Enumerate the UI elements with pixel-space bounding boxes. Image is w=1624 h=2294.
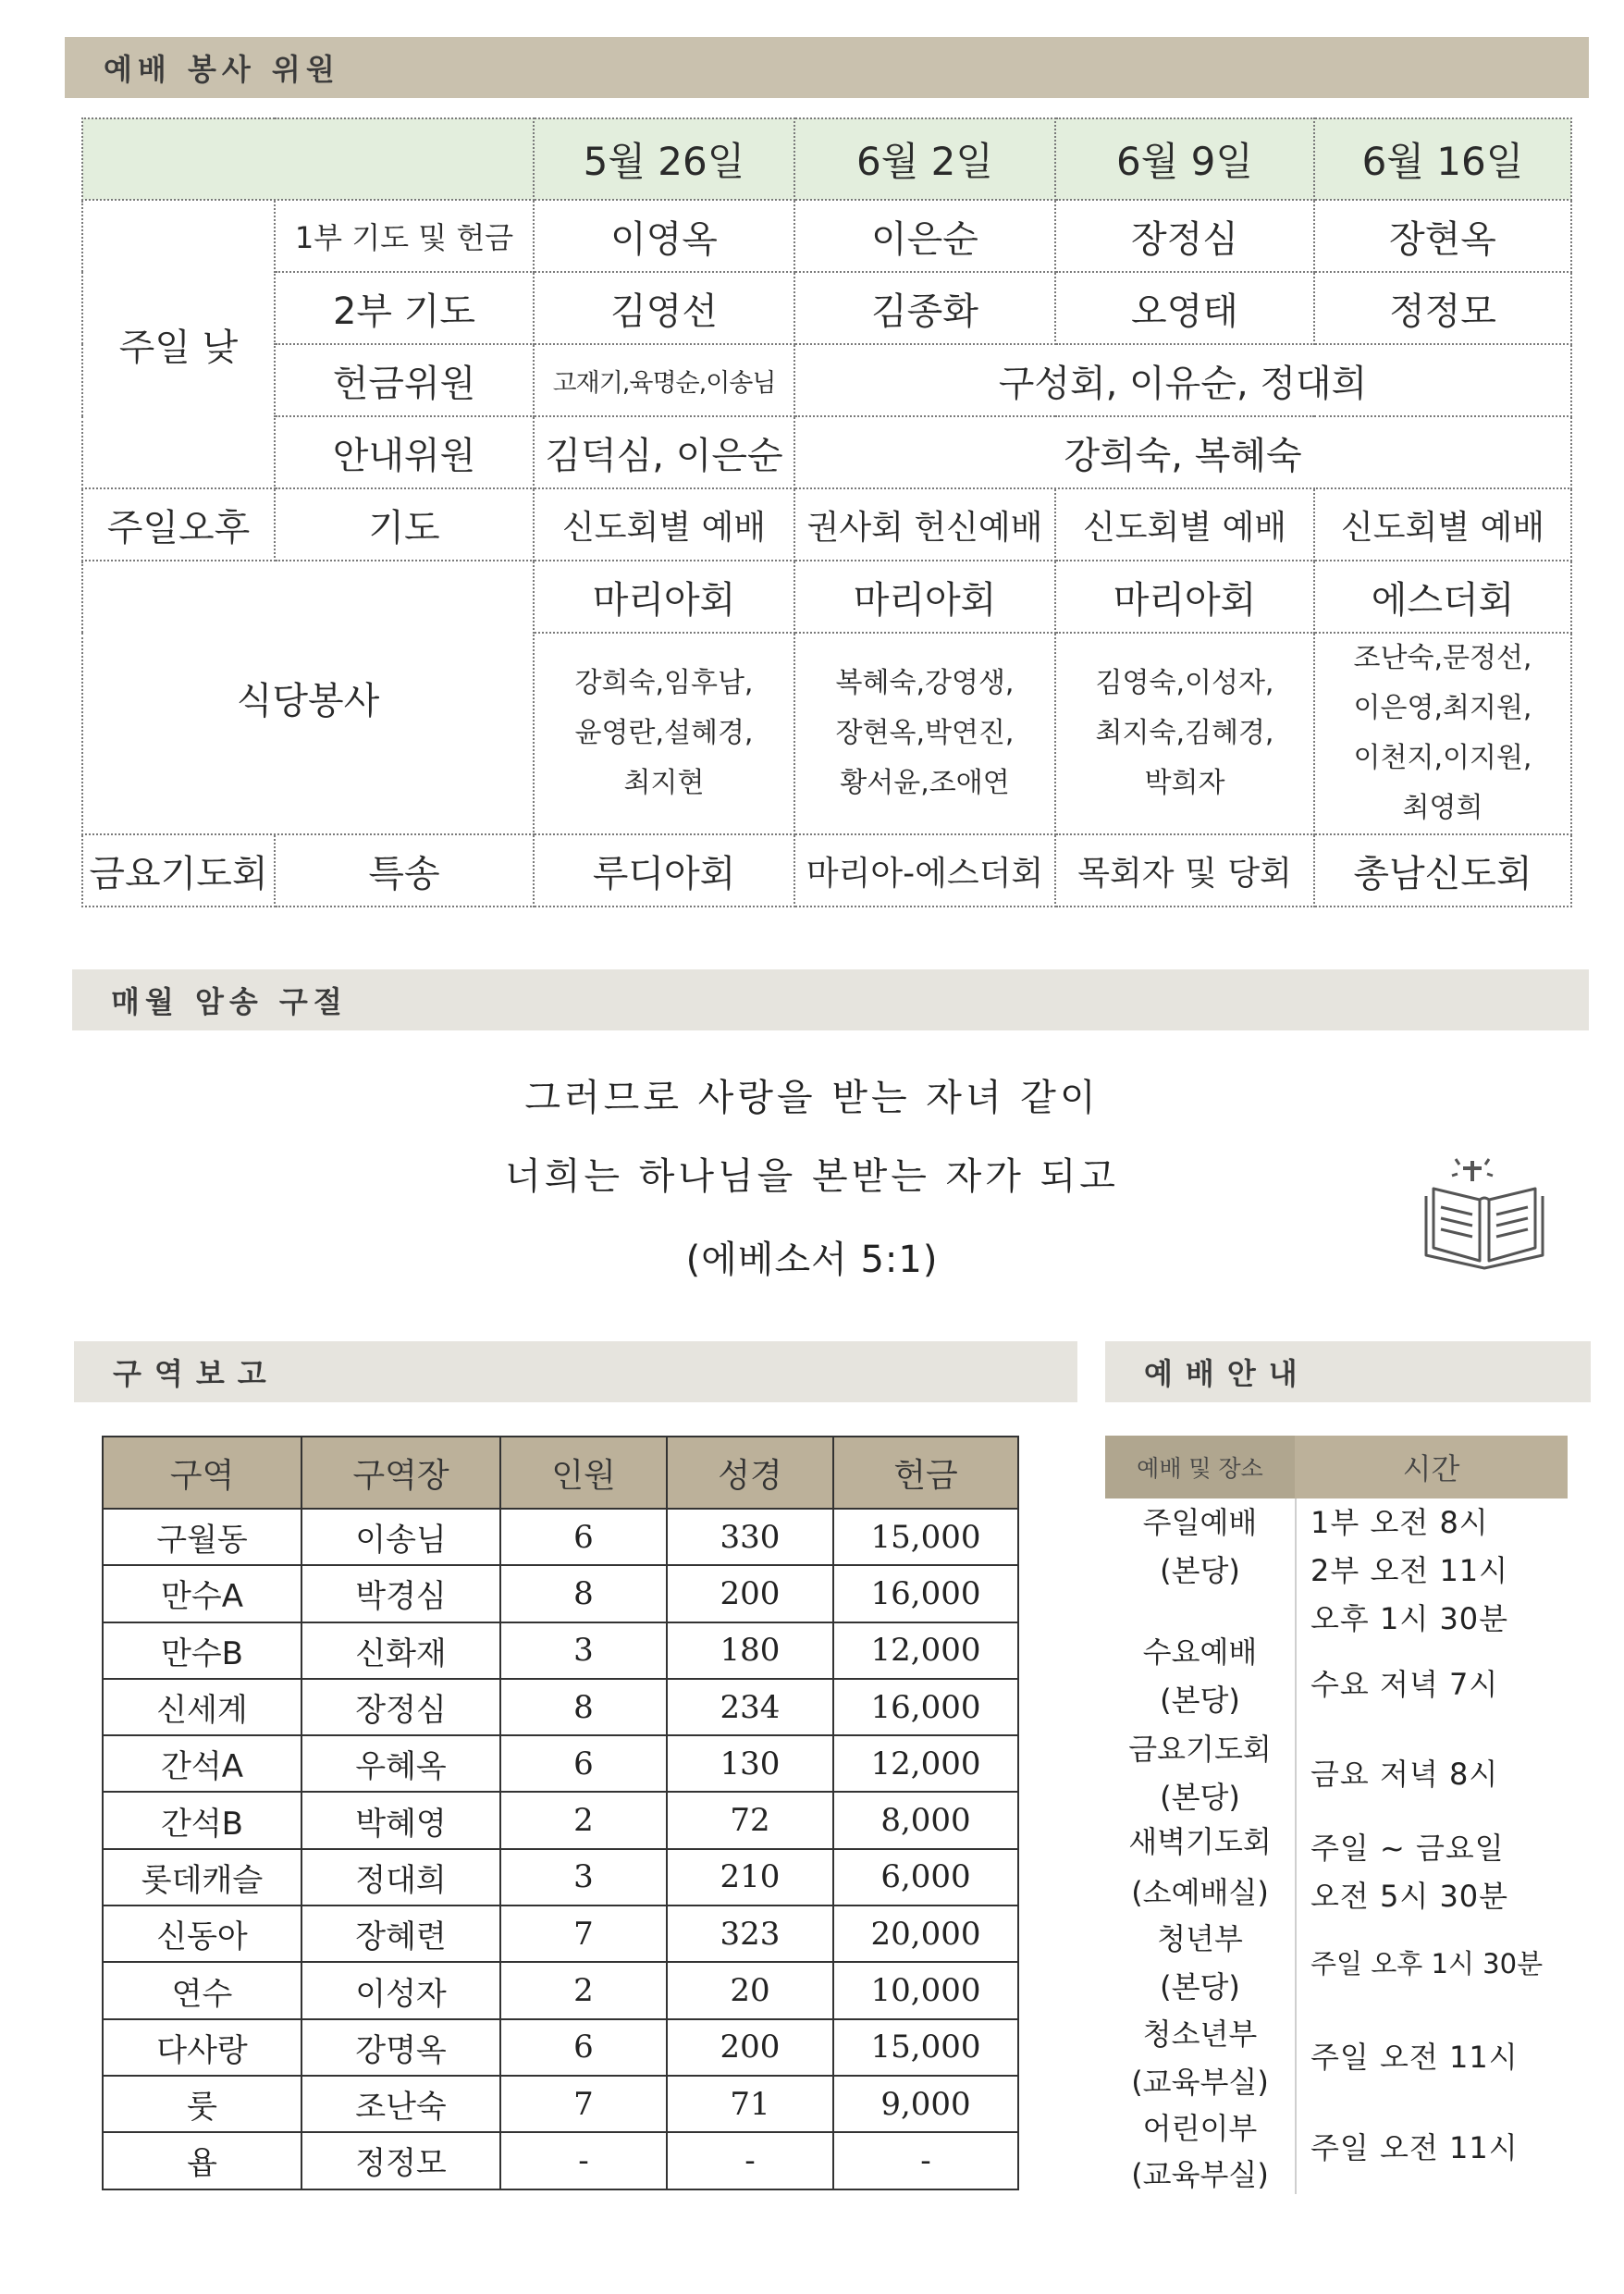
table-cell: 6 <box>500 2019 667 2076</box>
group-cell: 마리아회 <box>794 561 1055 633</box>
cell-merged: 구성회, 이유순, 정대희 <box>794 344 1571 416</box>
column-header: 인원 <box>500 1437 667 1509</box>
table-cell: 신세계 <box>103 1679 301 1735</box>
time-label: 1부 오전 8시 <box>1310 1505 1489 1540</box>
names-cell <box>1314 633 1571 834</box>
place-label: 주일예배 <box>1142 1505 1258 1540</box>
header-blank <box>82 118 534 200</box>
row-label: 헌금위원 <box>275 344 534 416</box>
sunday-afternoon-label: 주일오후 <box>82 488 275 561</box>
table-cell: 간석A <box>103 1735 301 1792</box>
table-row <box>82 200 1571 272</box>
table-cell: - <box>500 2132 667 2189</box>
name-line: 황서윤,조애연 <box>840 767 1010 799</box>
cell: 정정모 <box>1314 272 1571 344</box>
cell: 신도회별 예배 <box>1314 488 1571 561</box>
table-row <box>103 1735 1018 1792</box>
sunday-day-label: 주일 낮 <box>82 200 275 488</box>
place-label: 청년부 <box>1157 1921 1243 1956</box>
table-cell: 롯데캐슬 <box>103 1849 301 1906</box>
cell: 오영태 <box>1055 272 1314 344</box>
table-cell: 12,000 <box>833 1735 1018 1792</box>
name-line: 윤영란,설혜경, <box>574 717 754 749</box>
table-cell: 간석B <box>103 1792 301 1848</box>
table-cell: 9,000 <box>833 2076 1018 2132</box>
table-cell: 7 <box>500 2076 667 2132</box>
name-line: 이천지,이지원, <box>1353 742 1532 774</box>
row-label: 기도 <box>275 488 534 561</box>
table-row <box>82 561 1571 633</box>
table-row <box>103 1565 1018 1622</box>
table-row <box>103 2019 1018 2076</box>
name-line: 박희자 <box>1144 767 1225 799</box>
table-cell: 16,000 <box>833 1679 1018 1735</box>
name-line: 최영희 <box>1402 792 1483 824</box>
table-cell: 20 <box>667 1962 833 2018</box>
group-cell: 에스더회 <box>1314 561 1571 633</box>
place-label: (교육부실) <box>1131 2065 1269 2100</box>
group-cell: 마리아회 <box>534 561 794 633</box>
table-cell: 200 <box>667 1565 833 1622</box>
row-label: 1부 기도 및 헌금 <box>275 200 534 272</box>
column-header: 구역장 <box>301 1437 500 1509</box>
table-row <box>82 834 1571 906</box>
time-label: 주일 오후 1시 30분 <box>1310 1948 1544 1980</box>
time-label: 금요 저녁 8시 <box>1310 1757 1499 1792</box>
table-cell: 3 <box>500 1622 667 1679</box>
district-header-row <box>103 1437 1018 1509</box>
table-cell: 71 <box>667 2076 833 2132</box>
row-label: 안내위원 <box>275 416 534 488</box>
kitchen-label: 식당봉사 <box>82 561 534 834</box>
names-cell <box>794 633 1055 834</box>
table-cell: 정정모 <box>301 2132 500 2189</box>
time-label: 2부 오전 11시 <box>1310 1553 1509 1588</box>
cell: 장현옥 <box>1314 200 1571 272</box>
cell: 신도회별 예배 <box>1055 488 1314 561</box>
place-label: 새벽기도회 <box>1128 1824 1272 1859</box>
place-label: (소예배실) <box>1131 1875 1269 1910</box>
cell: 김영선 <box>534 272 794 344</box>
table-cell: 6 <box>500 1735 667 1792</box>
column-divider <box>1295 1498 1297 2194</box>
cell: 김종화 <box>794 272 1055 344</box>
table-row <box>103 1792 1018 1848</box>
table-row <box>82 272 1571 344</box>
table-cell: 우혜옥 <box>301 1735 500 1792</box>
table-cell: 강명옥 <box>301 2019 500 2076</box>
column-header: 헌금 <box>833 1437 1018 1509</box>
cell: 장정심 <box>1055 200 1314 272</box>
table-cell: - <box>667 2132 833 2189</box>
worship-table-body <box>1105 1498 1568 2194</box>
date-cell: 6월 16일 <box>1314 118 1571 200</box>
name-line: 최지숙,김혜경, <box>1095 717 1274 749</box>
table-cell: 만수B <box>103 1622 301 1679</box>
table-row <box>103 1962 1018 2018</box>
name-line: 강희숙,임후남, <box>574 667 754 699</box>
names-cell <box>1055 633 1314 834</box>
column-header: 구역 <box>103 1437 301 1509</box>
table-row <box>103 2076 1018 2132</box>
table-cell: 6 <box>500 1509 667 1565</box>
service-section-title: 예배 봉사 위원 <box>65 37 1589 98</box>
table-cell: 16,000 <box>833 1565 1018 1622</box>
time-label: 주일 오전 11시 <box>1310 2130 1519 2165</box>
column-header: 예배 및 장소 <box>1105 1436 1295 1498</box>
cell: 총남신도회 <box>1314 834 1571 906</box>
table-cell: 신동아 <box>103 1906 301 1962</box>
cell: 권사회 헌신예배 <box>794 488 1055 561</box>
service-header-row <box>82 118 1571 200</box>
table-cell: 200 <box>667 2019 833 2076</box>
worship-header-row <box>1105 1436 1568 1498</box>
table-cell: 욥 <box>103 2132 301 2189</box>
table-cell: 박혜영 <box>301 1792 500 1848</box>
place-label: (본당) <box>1160 1683 1240 1718</box>
column-header: 성경 <box>667 1437 833 1509</box>
table-cell: 연수 <box>103 1962 301 2018</box>
date-cell: 5월 26일 <box>534 118 794 200</box>
table-row <box>103 1849 1018 1906</box>
names-cell <box>534 633 794 834</box>
place-label: (본당) <box>1160 1969 1240 2004</box>
date-cell: 6월 2일 <box>794 118 1055 200</box>
row-label: 2부 기도 <box>275 272 534 344</box>
place-label: 금요기도회 <box>1128 1732 1272 1767</box>
table-cell: 210 <box>667 1849 833 1906</box>
cell: 고재기,육명순,이송님 <box>534 344 794 416</box>
time-label: 오전 5시 30분 <box>1310 1879 1509 1914</box>
table-cell: 330 <box>667 1509 833 1565</box>
name-line: 김영숙,이성자, <box>1095 667 1274 699</box>
name-line: 최지현 <box>623 767 705 799</box>
place-label: 어린이부 <box>1142 2111 1258 2146</box>
table-cell: 이송님 <box>301 1509 500 1565</box>
worship-table <box>1105 1436 1568 2194</box>
table-cell: 다사랑 <box>103 2019 301 2076</box>
table-row <box>82 344 1571 416</box>
place-label: 청소년부 <box>1142 2016 1258 2052</box>
time-label: 수요 저녁 7시 <box>1310 1667 1499 1702</box>
table-cell: 박경심 <box>301 1565 500 1622</box>
table-cell: 130 <box>667 1735 833 1792</box>
district-section-title: 구역보고 <box>74 1341 1077 1402</box>
table-row <box>103 2132 1018 2189</box>
table-cell: 7 <box>500 1906 667 1962</box>
table-cell: 6,000 <box>833 1849 1018 1906</box>
table-cell: - <box>833 2132 1018 2189</box>
table-cell: 신화재 <box>301 1622 500 1679</box>
table-cell: 장정심 <box>301 1679 500 1735</box>
table-cell: 15,000 <box>833 2019 1018 2076</box>
table-cell: 3 <box>500 1849 667 1906</box>
name-line: 이은영,최지원, <box>1353 692 1532 724</box>
table-row <box>82 416 1571 488</box>
table-cell: 8,000 <box>833 1792 1018 1848</box>
table-row <box>103 1906 1018 1962</box>
table-cell: 8 <box>500 1565 667 1622</box>
district-table-body <box>103 1509 1018 2189</box>
table-cell: 조난숙 <box>301 2076 500 2132</box>
cell: 신도회별 예배 <box>534 488 794 561</box>
table-cell: 234 <box>667 1679 833 1735</box>
table-cell: 2 <box>500 1792 667 1848</box>
cell: 이은순 <box>794 200 1055 272</box>
place-label: (본당) <box>1160 1780 1240 1815</box>
table-row <box>103 1679 1018 1735</box>
verse-section-title: 매월 암송 구절 <box>72 969 1589 1030</box>
service-table <box>81 117 1572 907</box>
column-header: 시간 <box>1402 1451 1460 1486</box>
table-row <box>82 488 1571 561</box>
table-cell: 8 <box>500 1679 667 1735</box>
place-label: (교육부실) <box>1131 2157 1269 2192</box>
group-cell: 마리아회 <box>1055 561 1314 633</box>
table-cell: 장혜련 <box>301 1906 500 1962</box>
table-row <box>103 1509 1018 1565</box>
row-label: 특송 <box>275 834 534 906</box>
cell: 김덕심, 이은순 <box>534 416 794 488</box>
district-table <box>102 1436 1019 2190</box>
table-cell: 정대희 <box>301 1849 500 1906</box>
table-cell: 15,000 <box>833 1509 1018 1565</box>
time-label: 주일 ~ 금요일 <box>1310 1831 1505 1866</box>
table-cell: 만수A <box>103 1565 301 1622</box>
place-label: 수요예배 <box>1142 1634 1258 1670</box>
cell: 이영옥 <box>534 200 794 272</box>
table-cell: 180 <box>667 1622 833 1679</box>
verse-reference: (에베소서 5:1) <box>685 1239 939 1281</box>
verse-line-2: 너희는 하나님을 본받는 자가 되고 <box>505 1155 1119 1198</box>
time-label: 오후 1시 30분 <box>1310 1601 1509 1636</box>
name-line: 장현옥,박연진, <box>835 717 1015 749</box>
name-line: 조난숙,문정선, <box>1353 642 1532 674</box>
table-row <box>103 1622 1018 1679</box>
table-cell: 10,000 <box>833 1962 1018 2018</box>
cell: 목회자 및 당회 <box>1055 834 1314 906</box>
table-cell: 2 <box>500 1962 667 2018</box>
name-line: 복혜숙,강영생, <box>835 667 1015 699</box>
friday-label: 금요기도회 <box>82 834 275 906</box>
place-label: (본당) <box>1160 1553 1240 1588</box>
table-cell: 72 <box>667 1792 833 1848</box>
table-cell: 323 <box>667 1906 833 1962</box>
time-label: 주일 오전 11시 <box>1310 2040 1519 2075</box>
table-cell: 이성자 <box>301 1962 500 2018</box>
worship-section-title: 예배안내 <box>1105 1341 1591 1402</box>
cell-merged: 강희숙, 복혜숙 <box>794 416 1571 488</box>
table-cell: 룻 <box>103 2076 301 2132</box>
table-cell: 20,000 <box>833 1906 1018 1962</box>
cell: 마리아-에스더회 <box>794 834 1055 906</box>
bible-icon <box>1415 1152 1554 1272</box>
date-cell: 6월 9일 <box>1055 118 1314 200</box>
table-cell: 12,000 <box>833 1622 1018 1679</box>
verse-line-1: 그러므로 사랑을 받는 자녀 같이 <box>524 1077 1100 1119</box>
cell: 루디아회 <box>534 834 794 906</box>
table-cell: 구월동 <box>103 1509 301 1565</box>
